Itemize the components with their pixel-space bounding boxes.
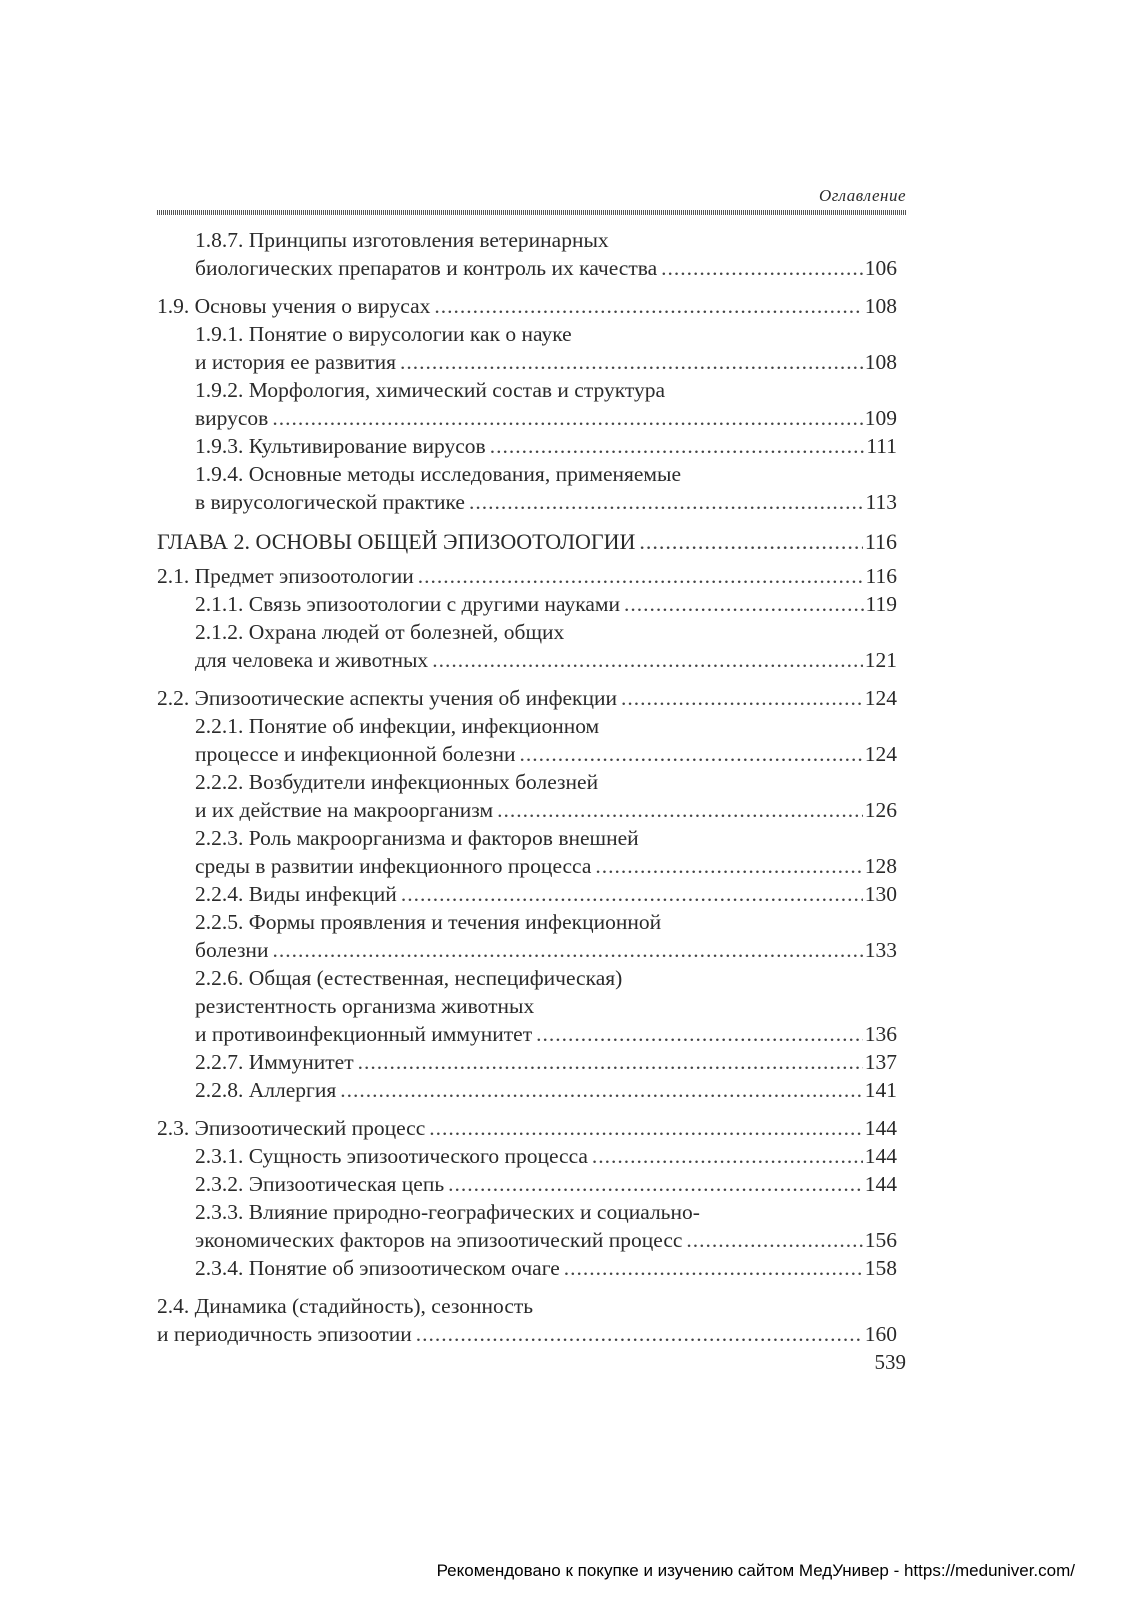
toc-page-number: 124 [864,686,897,710]
toc-entry-title: 1.9.2. Морфология, химический состав и структура [195,378,666,402]
toc-page-number: 133 [864,938,897,962]
toc-page-number: 160 [864,1322,897,1346]
toc-section-entry[interactable] [157,1114,897,1142]
toc-entry-title: 2.3.2. Эпизоотическая цепь [195,1172,445,1196]
toc-entry-title: 2.3.1. Сущность эпизоотического процесса [195,1144,588,1168]
toc-entry-line [195,590,897,618]
toc-entry-title: 2.2.4. Виды инфекций [195,882,397,906]
toc-page-number: 158 [864,1256,897,1280]
toc-page-number: 108 [864,294,897,318]
toc-section-entry[interactable] [157,292,897,320]
toc-subsection-entry[interactable] [157,1076,897,1104]
toc-entry-title: 2.3.3. Влияние природно-географических и социально- [195,1200,700,1224]
toc-entry-title: и история ее развития [195,350,397,374]
toc-entry-line [195,768,897,796]
running-head-title: Оглавление [818,186,906,205]
toc-page-number: 119 [865,592,897,616]
dot-leader [358,1048,863,1076]
dot-leader [497,796,863,824]
dot-leader [595,852,862,880]
table-of-contents [157,226,897,1348]
toc-entry-line [157,528,897,556]
toc-entry-title: процессе и инфекционной болезни [195,742,516,766]
toc-subsection-entry[interactable] [157,460,897,516]
dot-leader [661,254,863,282]
toc-entry-line [195,796,897,824]
toc-section-entry[interactable] [157,684,897,712]
toc-page-number: 108 [864,350,897,374]
toc-entry-line [195,824,897,852]
toc-entry-line [195,376,897,404]
toc-entry-line [195,646,897,674]
toc-page-number: 116 [864,529,897,554]
toc-entry-line [195,1198,897,1226]
toc-entry-line [195,460,897,488]
toc-chapter-entry[interactable] [157,528,897,556]
footer-recommendation: Рекомендовано к покупке и изучению сайтом МедУнивер - https://meduniver.com/ [436,1561,1075,1580]
toc-subsection-entry[interactable] [157,1142,897,1170]
toc-entry-line [195,908,897,936]
toc-entry-title: биологических препаратов и контроль их качества [195,256,658,280]
toc-entry-title: 2.2. Эпизоотические аспекты учения об инфекции [157,686,618,710]
toc-subsection-entry[interactable] [157,226,897,282]
toc-subsection-entry[interactable] [157,908,897,964]
toc-entry-line [195,852,897,880]
toc-page-number: 144 [864,1144,897,1168]
toc-entry-line [157,1114,897,1142]
dot-leader [624,590,864,618]
toc-page-number: 141 [864,1078,897,1102]
toc-subsection-entry[interactable] [157,768,897,824]
toc-entry-title: и их действие на макроорганизм [195,798,494,822]
dot-leader [536,1020,863,1048]
toc-entry-line [195,320,897,348]
toc-entry-line [195,404,897,432]
toc-page-number: 126 [864,798,897,822]
toc-entry-title: и периодичность эпизоотии [157,1322,412,1346]
toc-page-number: 144 [864,1172,897,1196]
dot-leader [621,684,863,712]
toc-entry-title: 2.1.2. Охрана людей от болезней, общих [195,620,565,644]
toc-entry-line [195,1254,897,1282]
toc-entry-title: в вирусологической практике [195,490,465,514]
dot-leader [490,432,865,460]
toc-entry-title: резистентность организма животных [195,994,535,1018]
toc-subsection-entry[interactable] [157,1198,897,1254]
toc-entry-title: 2.2.5. Формы проявления и течения инфекционной [195,910,662,934]
toc-section-entry[interactable] [157,562,897,590]
toc-entry-title: 1.8.7. Принципы изготовления ветеринарных [195,228,609,252]
toc-entry-line [195,936,897,964]
toc-entry-line [157,684,897,712]
toc-entry-title: 2.3. Эпизоотический процесс [157,1116,426,1140]
toc-entry-title: 1.9. Основы учения о вирусах [157,294,431,318]
toc-entry-title: 2.2.1. Понятие об инфекции, инфекционном [195,714,600,738]
toc-subsection-entry[interactable] [157,590,897,618]
dot-leader [400,348,863,376]
toc-page-number: 130 [864,882,897,906]
toc-entry-title: 2.2.6. Общая (естественная, неспецифическая) [195,966,623,990]
toc-entry-line [195,740,897,768]
toc-entry-title: 2.2.3. Роль макроорганизма и факторов внешней [195,826,639,850]
toc-entry-title: 2.2.2. Возбудители инфекционных болезней [195,770,599,794]
toc-entry-line [157,1320,897,1348]
toc-page-number: 106 [864,256,897,280]
toc-entry-title: вирусов [195,406,269,430]
toc-page-number: 113 [865,490,897,514]
toc-subsection-entry[interactable] [157,880,897,908]
toc-subsection-entry[interactable] [157,1170,897,1198]
header-rule [157,210,906,215]
toc-entry-line [195,348,897,376]
dot-leader [432,646,863,674]
toc-entry-line [195,1142,897,1170]
toc-page-number: 156 [864,1228,897,1252]
toc-entry-line [195,712,897,740]
toc-entry-line [157,1292,897,1320]
toc-subsection-entry[interactable] [157,618,897,674]
dot-leader [272,936,862,964]
toc-entry-title: и противоинфекционный иммунитет [195,1022,533,1046]
dot-leader [592,1142,863,1170]
toc-entry-title: 2.2.8. Аллергия [195,1078,337,1102]
toc-subsection-entry[interactable] [157,712,897,768]
toc-subsection-entry[interactable] [157,320,897,376]
toc-subsection-entry[interactable] [157,824,897,880]
toc-entry-line [195,992,897,1020]
toc-entry-line [195,488,897,516]
toc-entry-title: среды в развитии инфекционного процесса [195,854,592,878]
toc-subsection-entry[interactable] [157,1048,897,1076]
toc-entry-title: 2.1. Предмет эпизоотологии [157,564,414,588]
toc-page-number: 124 [864,742,897,766]
toc-page-number: 121 [864,648,897,672]
toc-page-number: 137 [864,1050,897,1074]
dot-leader [639,528,862,556]
toc-page-number: 109 [864,406,897,430]
page-number: 539 [874,1350,906,1374]
toc-subsection-entry[interactable] [157,964,897,1048]
toc-entry-line [195,1020,897,1048]
toc-entry-title: 2.2.7. Иммунитет [195,1050,354,1074]
toc-entry-title: 2.1.1. Связь эпизоотологии с другими науками [195,592,620,616]
toc-entry-title: 1.9.3. Культивирование вирусов [195,434,486,458]
toc-subsection-entry[interactable] [157,376,897,432]
toc-entry-line [195,432,897,460]
toc-entry-title: болезни [195,938,269,962]
dot-leader [564,1254,863,1282]
dot-leader [401,880,863,908]
toc-page-number: 136 [864,1022,897,1046]
toc-entry-line [195,1226,897,1254]
toc-entry-line [195,618,897,646]
toc-entry-line [195,964,897,992]
dot-leader [434,292,862,320]
dot-leader [418,562,864,590]
dot-leader [416,1320,863,1348]
toc-page-number: 144 [864,1116,897,1140]
dot-leader [340,1076,863,1104]
toc-entry-line [157,562,897,590]
dot-leader [520,740,863,768]
toc-subsection-entry[interactable] [157,432,897,460]
toc-entry-line [157,292,897,320]
dot-leader [469,488,864,516]
dot-leader [429,1114,862,1142]
toc-subsection-entry[interactable] [157,1254,897,1282]
toc-entry-title: 1.9.4. Основные методы исследования, применяемые [195,462,682,486]
dot-leader [686,1226,862,1254]
toc-entry-line [195,1076,897,1104]
toc-entry-line [195,226,897,254]
toc-entry-line [195,254,897,282]
toc-entry-title: 2.3.4. Понятие об эпизоотическом очаге [195,1256,560,1280]
toc-entry-title: экономических факторов на эпизоотический процесс [195,1228,683,1252]
toc-entry-line [195,1048,897,1076]
toc-entry-line [195,880,897,908]
dot-leader [448,1170,863,1198]
toc-entry-line [195,1170,897,1198]
toc-page-number: 111 [866,434,897,458]
toc-page-number: 116 [865,564,897,588]
toc-entry-title: 2.4. Динамика (стадийность), сезонность [157,1294,534,1318]
toc-section-entry[interactable] [157,1292,897,1348]
toc-entry-title: ГЛАВА 2. ОСНОВЫ ОБЩЕЙ ЭПИЗООТОЛОГИИ [157,529,636,554]
dot-leader [272,404,862,432]
toc-entry-title: 1.9.1. Понятие о вирусологии как о науке [195,322,572,346]
toc-page-number: 128 [864,854,897,878]
toc-entry-title: для человека и животных [195,648,429,672]
